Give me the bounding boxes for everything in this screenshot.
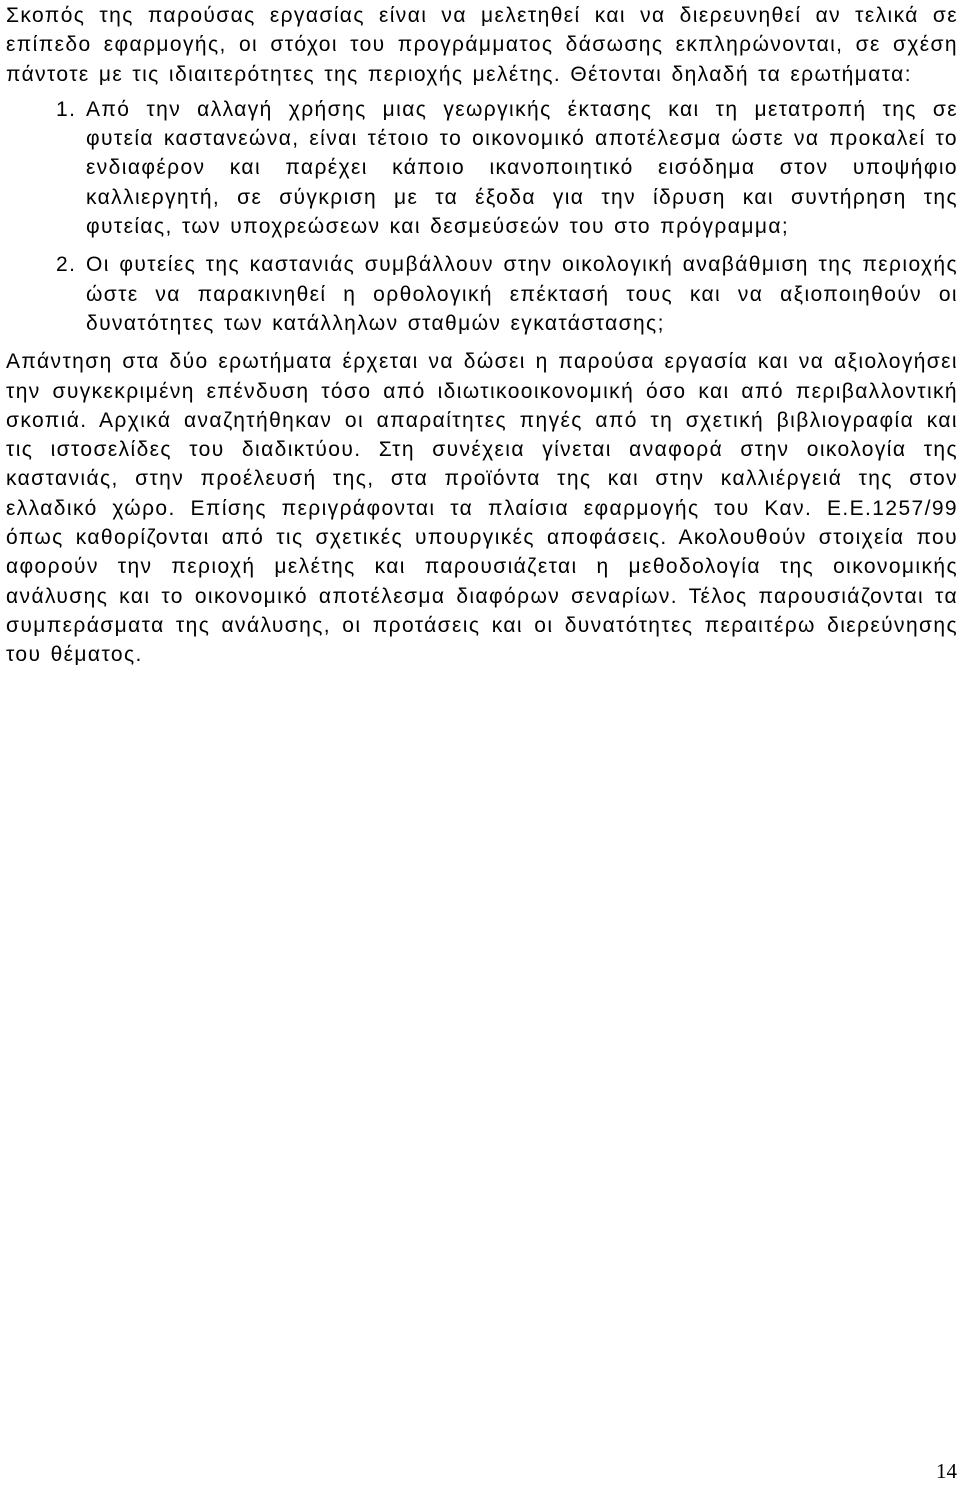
document-page <box>6 0 958 670</box>
question-item-1 <box>56 95 958 241</box>
question-number-1: 1. <box>56 97 77 121</box>
question-text-2: Οι φυτείες της καστανιάς συμβάλλουν στην οικολογική αναβάθμιση της περιοχής ώστε να παρακινηθεί η ορθολογική επέκτασή τους και να αξιοποιηθούν οι δυνατότητες των κατάλληλων σταθμών εγκατάστασης; <box>86 253 958 335</box>
page-number: 14 <box>936 1459 957 1483</box>
answer-paragraph: Απάντηση στα δύο ερωτήματα έρχεται να δώσει η παρούσα εργασία και να αξιολογήσει την συγκεκριμένη επένδυση τόσο από ιδιωτικοοικονομική όσο και από περιβαλλοντική σκοπιά. Αρχικά αναζητήθηκαν οι απαραίτητες πηγές από τη σχετική βιβλιογραφία και τις ιστοσελίδες του διαδικτύου. Στη συνέχεια γίνεται αναφορά στην οικολογία της καστανιάς, στην προέλευσή της, στα προϊόντα της και στην καλλιέργειά της στον ελλαδικό χώρο. Επίσης περιγράφονται τα πλαίσια εφαρμογής του Καν. Ε.Ε.1257/99 όπως καθορίζονται από τις σχετικές υπουργικές αποφάσεις. Ακολουθούν στοιχεία που αφορούν την περιοχή μελέτης και παρουσιάζεται η μεθοδολογία της οικονομικής ανάλυσης και το οικονομικό αποτέλεσμα διαφόρων σεναρίων. Τέλος παρουσιάζονται τα συμπεράσματα της ανάλυσης, οι προτάσεις και οι δυνατότητες περαιτέρω διερεύνησης του θέματος. <box>6 350 958 667</box>
intro-paragraph: Σκοπός της παρούσας εργασίας είναι να μελετηθεί και να διερευνηθεί αν τελικά σε επίπεδο εφαρμογής, οι στόχοι του προγράμματος δάσωσης εκπληρώνονται, σε σχέση πάντοτε με τις ιδιαιτερότητες της περιοχής μελέτης. Θέτονται δηλαδή τα ερωτήματα: <box>6 4 958 86</box>
question-text-1: Από την αλλαγή χρήσης μιας γεωργικής έκτασης και τη μετατροπή της σε φυτεία καστανεώνα, είναι τέτοιο το οικονομικό αποτέλεσμα ώστε να προκαλεί το ενδιαφέρον και παρέχει κάποιο ικανοποιητικό εισόδημα στον υποψήφιο καλλιεργητή, σε σύγκριση με τα έξοδα για την ίδρυση και συντήρηση της φυτείας, των υποχρεώσεων και δεσμεύσεών του στο πρόγραμμα; <box>86 97 958 239</box>
questions-list <box>6 95 958 338</box>
question-number-2: 2. <box>56 253 77 277</box>
question-item-2 <box>56 250 958 338</box>
